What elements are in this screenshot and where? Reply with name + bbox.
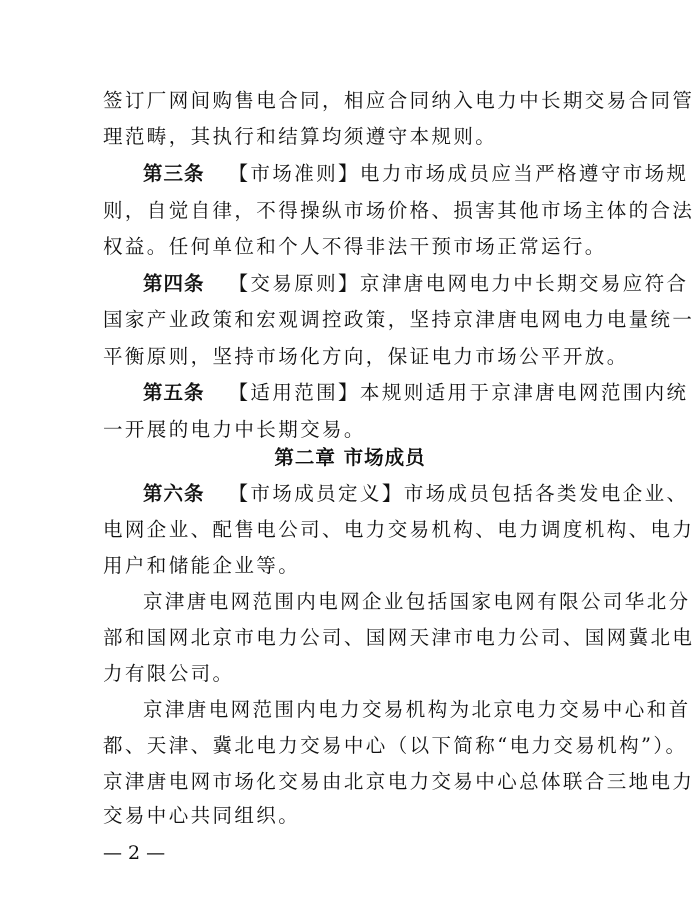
article-5-tag: 【适用范围】 xyxy=(228,381,360,404)
article-6-tag: 【市场成员定义】 xyxy=(228,482,404,505)
text-line: 用户和储能企业等。 xyxy=(103,554,301,577)
text-line: 京津唐电网市场化交易由北京电力交易中心总体联合三地电力 xyxy=(103,770,695,793)
article-4-tag: 【交易原则】 xyxy=(228,272,360,295)
text-line: 则，自觉自律，不得操纵市场价格、损害其他市场主体的合法 xyxy=(103,199,695,222)
text-line: 京津唐电网范围内电力交易机构为北京电力交易中心和首 xyxy=(143,698,691,721)
text-line: 部和国网北京市电力公司、国网天津市电力公司、国网冀北电 xyxy=(103,626,695,649)
text-line: 签订厂网间购售电合同，相应合同纳入电力中长期交易合同管 xyxy=(103,89,695,112)
article-4-heading: 第四条 xyxy=(143,272,205,295)
article-6-line xyxy=(143,476,688,512)
article-6-text: 市场成员包括各类发电企业、 xyxy=(403,482,689,505)
text-line: 京津唐电网范围内电网企业包括国家电网有限公司华北分 xyxy=(143,590,691,613)
article-3-tag: 【市场准则】 xyxy=(228,162,360,185)
article-4-text: 京津唐电网电力中长期交易应符合 xyxy=(359,272,689,295)
text-line: 平衡原则，坚持市场化方向，保证电力市场公平开放。 xyxy=(103,345,629,368)
article-3-heading: 第三条 xyxy=(143,162,205,185)
text-line: 权益。任何单位和个人不得非法干预市场正常运行。 xyxy=(103,235,607,258)
article-5-heading: 第五条 xyxy=(143,381,205,404)
text-line: 理范畴，其执行和结算均须遵守本规则。 xyxy=(103,125,498,148)
text-line: 一开展的电力中长期交易。 xyxy=(103,418,366,441)
article-3-text: 电力市场成员应当严格遵守市场规 xyxy=(359,162,689,185)
text-line: 力有限公司。 xyxy=(103,662,235,685)
article-5-line xyxy=(143,375,688,411)
text-line: 交易中心共同组织。 xyxy=(103,804,301,827)
article-6-heading: 第六条 xyxy=(143,482,205,505)
text-line: 国家产业政策和宏观调控政策，坚持京津唐电网电力电量统一 xyxy=(103,308,695,331)
text-line: 电网企业、配售电公司、电力交易机构、电力调度机构、电力 xyxy=(103,518,695,541)
page-number: — 2 — xyxy=(103,842,166,864)
article-3-line xyxy=(143,156,688,192)
article-5-text: 本规则适用于京津唐电网范围内统 xyxy=(359,381,689,404)
chapter-title: 第二章 市场成员 xyxy=(274,446,426,469)
text-line: 都、天津、冀北电力交易中心（以下简称“电力交易机构”）。 xyxy=(103,734,688,757)
article-4-line xyxy=(143,266,688,302)
